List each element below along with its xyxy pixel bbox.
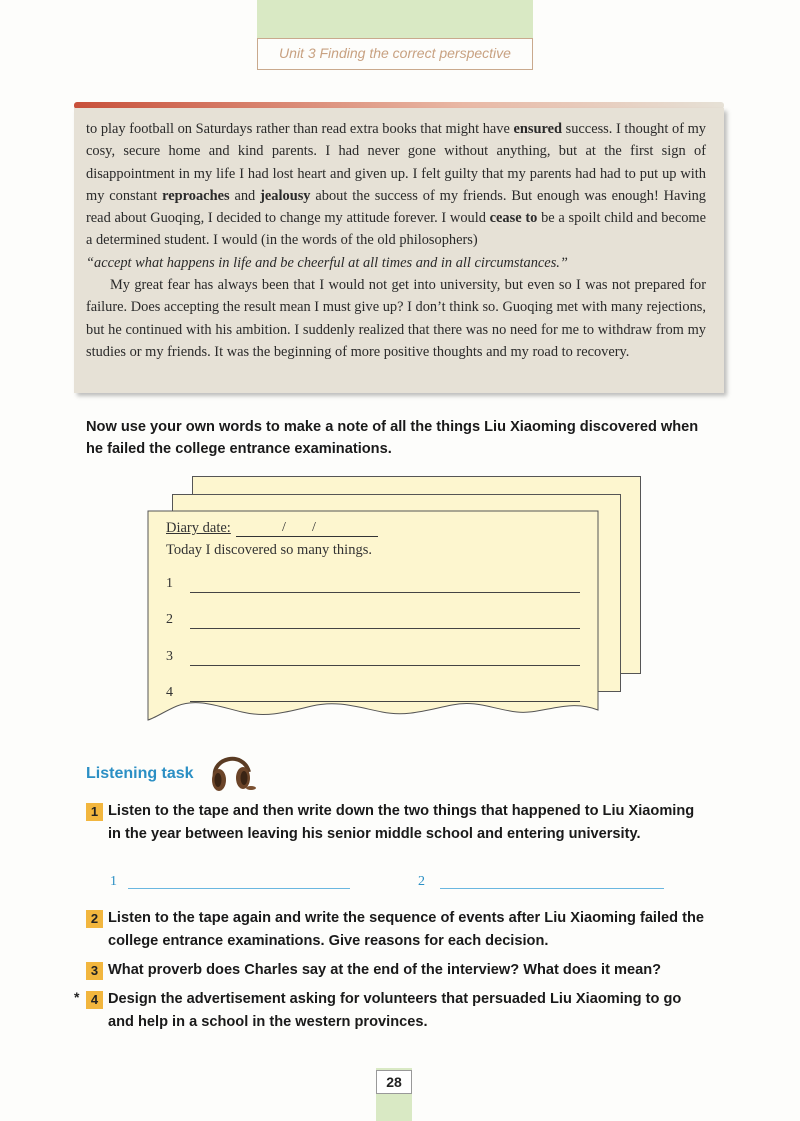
reading-passage xyxy=(74,108,724,393)
unit-header xyxy=(257,38,533,70)
passage-paragraph-2: My great fear has always been that I would not get into university, but even so I was not prepared for failure. Does accepting the result mean I must give up? I don’t think so. Guoqing met with many rejections, but he continued with his ambition. I suddenly realized that there was no need for me to withdraw from my studies or my friends. It was the beginning of more positive thoughts and my road to recovery. xyxy=(86,277,706,360)
diary-line[interactable]: 4 xyxy=(166,685,580,705)
optional-star: * xyxy=(74,989,80,1005)
keyword: cease to xyxy=(489,210,538,227)
passage-paragraph-1: to play football on Saturdays rather than read extra books that might have ensured success. I thought of my cosy, secure home and kind parents. I had never gone without anything, but at the first sign of disappointment in my life I had lost heart and given up. I felt guilty that my parents had had to put up with my constant reproaches and jealousy about the success of my friends. But enough was enough! Having read about Guoqing, I decided to change my attitude forever. I would cease to be a spoilt child and become a determined student. I would (in the words of the old philosophers) xyxy=(86,121,707,249)
diary-intro: Today I discovered so many things. xyxy=(166,542,372,558)
unit-title: Unit 3 Finding the correct perspective xyxy=(279,45,511,61)
listening-task-3 xyxy=(86,959,706,982)
listening-task-4 xyxy=(86,988,706,1033)
answer-number: 2 xyxy=(418,874,425,889)
task-number-badge: 1 xyxy=(86,803,103,821)
task-number-badge: 3 xyxy=(86,962,103,980)
passage-quote: “accept what happens in life and be cheerful at all times and in all circumstances.” xyxy=(86,254,568,271)
date-separator: / xyxy=(282,520,286,535)
answer-line[interactable] xyxy=(128,888,350,889)
diary-date-line[interactable] xyxy=(236,536,378,537)
task-text: Listen to the tape again and write the sequence of events after Liu Xiaoming failed the college entrance examinations. Give reasons for each decision. xyxy=(108,910,705,949)
keyword: jealousy xyxy=(260,187,311,204)
answer-number: 1 xyxy=(110,874,117,889)
diary-line[interactable]: 1 xyxy=(166,576,580,596)
diary-line[interactable]: 2 xyxy=(166,612,580,632)
answer-line[interactable] xyxy=(440,888,664,889)
header-banner xyxy=(257,0,533,38)
keyword: ensured xyxy=(513,121,562,137)
diary-date-label: Diary date: xyxy=(166,520,231,536)
headphones-icon xyxy=(205,750,257,794)
page-number: 28 xyxy=(376,1070,412,1094)
task-text: Design the advertisement asking for volunteers that persuaded Liu Xiaoming to go and help in a school in the western provinces. xyxy=(108,991,682,1030)
task-text: What proverb does Charles say at the end of the interview? What does it mean? xyxy=(108,962,662,978)
listening-task-1 xyxy=(86,800,706,845)
keyword: reproaches xyxy=(162,187,230,204)
date-separator: / xyxy=(312,520,316,535)
listening-task-2 xyxy=(86,907,706,952)
note-instruction: Now use your own words to make a note of all the things Liu Xiaoming discovered when he failed the college entrance examinations. xyxy=(86,419,699,457)
task-number-badge: 4 xyxy=(86,991,103,1009)
listening-task-title: Listening task xyxy=(86,765,194,782)
task-text: Listen to the tape and then write down the two things that happened to Liu Xiaoming in the year between leaving his senior middle school and entering university. xyxy=(108,803,695,842)
diary-line[interactable]: 3 xyxy=(166,649,580,669)
task-number-badge: 2 xyxy=(86,910,103,928)
